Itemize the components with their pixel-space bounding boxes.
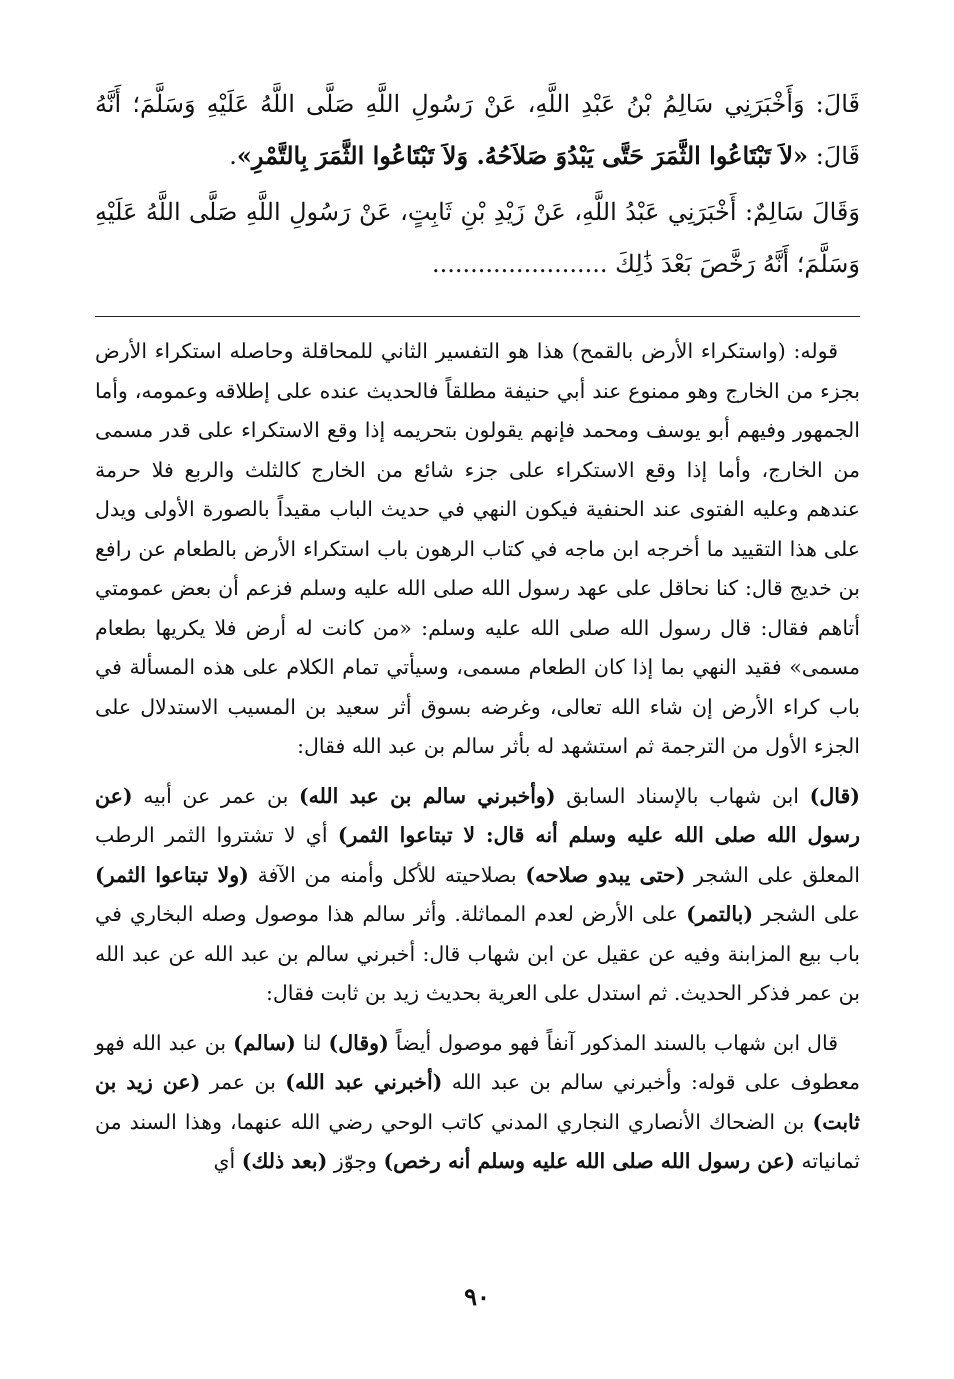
commentary-p3-bold-2: (سالم) — [233, 1030, 296, 1055]
commentary-p1-text: قوله: (واستكراء الأرض بالقمح) هذا هو التفسير الثاني للمحاقلة وحاصله استكراء الأرض بجزء من الخارج وهو ممنوع عند أبي حنيفة مطلقاً فالحديث عنده على إطلاقه وعمومه، وأما الجمهور وفيهم أبو يوسف ومحمد فإنهم يقولون بتحريمه إذا وقع الاستكراء على قدر مسمى من الخارج، وأما إذا وقع الاستكراء على جزء شائع من الخارج كالثلث والربع فلا حرمة عندهم وعليه الفتوى عند الحنفية فيكون النهي في حديث الباب مقيداً بالصورة الأولى ويدل على هذا التقييد ما أخرجه ابن ماجه في كتاب الرهون باب استكراء الأرض بالطعام عن رافع بن خديج قال: كنا نحاقل على عهد رسول الله صلى الله عليه وسلم فزعم أن بعض عمومتي أتاهم فقال: قال رسول الله صلى الله عليه وسلم: «من كانت له أرض فلا يكريها بطعام مسمى» فقيد النهي بما إذا كان الطعام مسمى، وسيأتي تمام الكلام على هذه المسألة في باب كراء الأرض إن شاء الله تعالى، وغرضه بسوق أثر سعيد بن المسيب الاستدلال على الجزء الأول من الترجمة ثم استشهد له بأثر سالم بن عبد الله فقال: — [95, 339, 860, 758]
commentary-p3-bold-6: (بعد ذلك) — [241, 1149, 328, 1173]
commentary-p2-text-4: بصلاحيته للأكل وأمنه من الآفة — [248, 862, 526, 887]
hadith-line-1: قَالَ: وَأَخْبَرَنِي سَالِمُ بْنُ عَبْدِ اللَّهِ، عَنْ رَسُولِ اللَّهِ صَلَّى اللَّهُ عَلَيْهِ وَسَلَّمَ؛ — [132, 90, 860, 118]
commentary-p3-text-3: بن عبد الله فهو معطوف على قوله: وأخبرني سالم بن عبد الله — [95, 1030, 860, 1094]
commentary-p2-bold-2: (وأخبرني سالم بن عبد الله) — [298, 783, 556, 808]
hadith-text-block — [95, 78, 860, 290]
hadith-line-2-intro: أَنَّهُ قَالَ: — [95, 90, 860, 170]
footnote-divider — [95, 316, 860, 317]
hadith-line-2-end: . — [229, 142, 237, 170]
commentary-paragraph-3 — [95, 1024, 860, 1182]
commentary-p3-text-1: قال ابن شهاب بالسند المذكور آنفاً فهو موصول أيضاً — [388, 1030, 838, 1055]
hadith-paragraph-2 — [95, 186, 860, 290]
commentary-block — [95, 332, 860, 1182]
commentary-p2-text-3: أي لا تشتروا الثمر الرطب المعلق على الشجر — [95, 823, 860, 887]
commentary-p2-bold-4: (حتى يبدو صلاحه) — [525, 862, 686, 887]
commentary-p2-bold-5: (ولا تبتاعوا الثمر) — [95, 862, 249, 887]
commentary-p2-text-6: على الأرض لعدم المماثلة. وأثر سالم هذا موصول وصله البخاري في باب بيع المزابنة وفيه عن عقيل عن ابن شهاب قال: أخبرني سالم بن عبد الله عن عبد الله بن عمر فذكر الحديث. ثم استدل على العرية بحديث زيد بن ثابت فقال: — [95, 902, 860, 1005]
commentary-paragraph-1 — [95, 332, 860, 767]
page-number: ٩٠ — [464, 1282, 490, 1311]
commentary-p2-bold-3: (عن رسول الله صلى الله عليه وسلم أنه قال: لا تبتاعوا الثمر) — [95, 783, 861, 847]
commentary-p2-text-2: بن عمر عن أبيه — [132, 783, 299, 808]
commentary-p3-bold-3: (أخبرني عبد الله) — [285, 1070, 443, 1094]
hadith-salim-narration: وَقَالَ سَالِمٌ: أَخْبَرَنِي عَبْدُ اللَّهِ، عَنْ زَيْدِ بْنِ ثَابِتٍ، عَنْ رَسُولِ اللَّهِ صَلَّى اللَّهُ عَلَيْهِ وَسَلَّمَ؛ أَنَّهُ رَخَّصَ بَعْدَ ذَٰلِكَ — [95, 198, 860, 278]
hadith-paragraph-1 — [95, 78, 860, 182]
commentary-p2-bold-6: (بالتمر) — [686, 902, 754, 926]
commentary-p2-bold-1: (قال) — [809, 783, 861, 808]
commentary-p3-text-2: لنا — [295, 1030, 329, 1055]
hadith-prophetic-saying: «لاَ تَبْتَاعُوا الثَّمَرَ حَتَّى يَبْدُوَ صَلاَحُهُ. وَلاَ تَبْتَاعُوا الثَّمَرَ بِالتَّمْرِ» — [236, 141, 809, 170]
commentary-p3-text-4: بن عمر — [200, 1070, 286, 1094]
hadith-section — [95, 78, 860, 290]
commentary-p2-text-1: ابن شهاب بالإسناد السابق — [555, 783, 810, 808]
continuation-dots: ....................... — [432, 250, 608, 278]
commentary-paragraph-2 — [95, 777, 860, 1014]
commentary-p3-bold-4: (عن زيد بن ثابت) — [95, 1070, 860, 1134]
commentary-p3-text-5: بن الضحاك الأنصاري النجاري المدني كاتب الوحي رضي الله عنهما، وهذا السند من ثمانياته — [95, 1109, 860, 1173]
commentary-p3-text-7: أي — [213, 1149, 242, 1173]
commentary-p3-bold-1: (وقال) — [328, 1030, 389, 1055]
commentary-p3-bold-5: (عن رسول الله صلى الله عليه وسلم أنه رخص) — [383, 1149, 795, 1173]
commentary-p2-text-5: على الشجر — [753, 902, 860, 926]
commentary-p3-text-6: وجوّز — [327, 1149, 384, 1173]
